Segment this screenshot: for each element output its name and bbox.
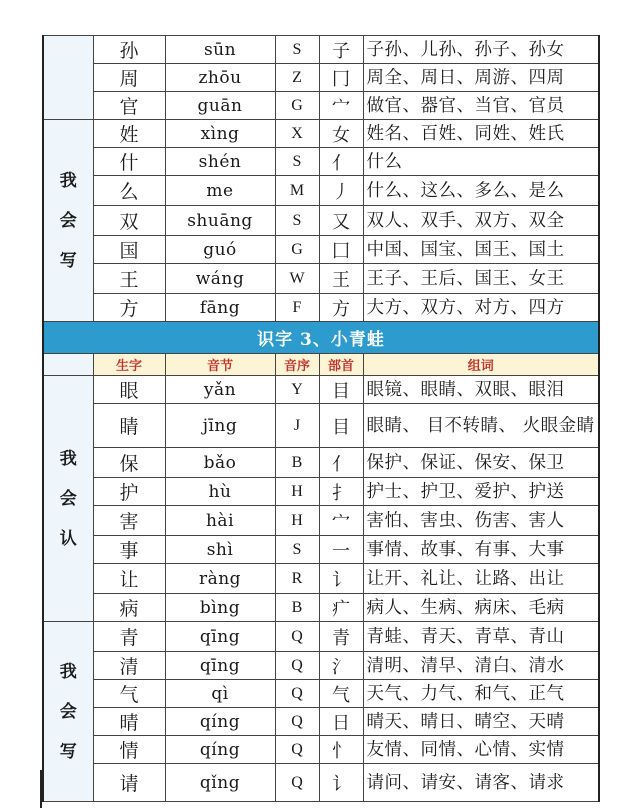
table-row — [43, 92, 599, 120]
char-cell: 护 — [93, 478, 165, 506]
word-group-cell: 双人、双手、双方、双全 — [363, 206, 599, 236]
radical-cell: 囗 — [319, 236, 363, 264]
table-row — [43, 176, 599, 206]
word-group-cell: 让开、礼让、让路、出让 — [363, 564, 599, 594]
sequence-letter-cell: Q — [275, 622, 319, 652]
table-row — [43, 148, 599, 176]
radical-cell: 又 — [319, 206, 363, 236]
header-radical: 部首 — [319, 354, 363, 376]
word-group-cell: 清明、清早、清白、清水 — [363, 652, 599, 680]
section-label-char: 我 — [59, 661, 77, 682]
pinyin-cell: hài — [165, 506, 275, 536]
lesson-title: 识字 3、小青蛙 — [43, 322, 599, 354]
pinyin-cell: guān — [165, 92, 275, 120]
table-row — [43, 36, 599, 64]
word-group-cell: 周全、周日、周游、四周 — [363, 64, 599, 92]
vocabulary-table — [42, 35, 600, 802]
char-cell: 方 — [93, 294, 165, 322]
char-cell: 让 — [93, 564, 165, 594]
pinyin-cell: bìng — [165, 594, 275, 622]
sequence-letter-cell: H — [275, 478, 319, 506]
radical-cell: 丿 — [319, 176, 363, 206]
pinyin-cell: shén — [165, 148, 275, 176]
section-label-char: 会 — [59, 701, 77, 722]
sequence-letter-cell: Z — [275, 64, 319, 92]
table-row — [43, 736, 599, 764]
sequence-letter-cell: S — [275, 536, 319, 564]
word-group-cell: 什么 — [363, 148, 599, 176]
sequence-letter-cell: W — [275, 264, 319, 294]
sequence-letter-cell: Q — [275, 736, 319, 764]
table-row — [43, 294, 599, 322]
header-pinyin: 音节 — [165, 354, 275, 376]
section-label — [43, 36, 93, 120]
radical-cell: 一 — [319, 536, 363, 564]
pinyin-cell: yǎn — [165, 376, 275, 404]
table-row — [43, 448, 599, 478]
sequence-letter-cell: G — [275, 92, 319, 120]
char-cell: 害 — [93, 506, 165, 536]
word-group-cell: 天气、力气、和气、正气 — [363, 680, 599, 708]
word-group-cell: 友情、同情、心情、实情 — [363, 736, 599, 764]
char-cell: 清 — [93, 652, 165, 680]
table-row — [43, 594, 599, 622]
pinyin-cell: ràng — [165, 564, 275, 594]
pinyin-cell: qì — [165, 680, 275, 708]
sequence-letter-cell: Y — [275, 376, 319, 404]
pinyin-cell: bǎo — [165, 448, 275, 478]
header-sequence: 音序 — [275, 354, 319, 376]
table-row — [43, 708, 599, 736]
table-row — [43, 506, 599, 536]
radical-cell: 王 — [319, 264, 363, 294]
word-group-cell: 病人、生病、病床、毛病 — [363, 594, 599, 622]
header-blank-cell — [43, 354, 93, 376]
table-row — [43, 478, 599, 506]
char-cell: 气 — [93, 680, 165, 708]
radical-cell: 讠 — [319, 564, 363, 594]
word-group-cell: 子孙、儿孙、孙子、孙女 — [363, 36, 599, 64]
section-label-stack — [44, 439, 93, 559]
word-group-cell: 护士、护卫、爱护、护送 — [363, 478, 599, 506]
vocabulary-table-body — [43, 36, 599, 802]
word-group-cell: 王子、王后、国王、女王 — [363, 264, 599, 294]
sequence-letter-cell: S — [275, 36, 319, 64]
section-label-char: 我 — [59, 448, 77, 469]
sequence-letter-cell: Q — [275, 764, 319, 802]
radical-cell: 方 — [319, 294, 363, 322]
pinyin-cell: shuāng — [165, 206, 275, 236]
radical-cell: 氵 — [319, 652, 363, 680]
word-group-cell: 事情、故事、有事、大事 — [363, 536, 599, 564]
char-cell: 晴 — [93, 708, 165, 736]
radical-cell: 子 — [319, 36, 363, 64]
pinyin-cell: qīng — [165, 622, 275, 652]
table-row — [43, 404, 599, 448]
pinyin-cell: shì — [165, 536, 275, 564]
char-cell: 事 — [93, 536, 165, 564]
sequence-letter-cell: B — [275, 594, 319, 622]
sequence-letter-cell: R — [275, 564, 319, 594]
table-row — [43, 236, 599, 264]
radical-cell: 女 — [319, 120, 363, 148]
pinyin-cell: hù — [165, 478, 275, 506]
header-words: 组词 — [363, 354, 599, 376]
char-cell: 官 — [93, 92, 165, 120]
pinyin-cell: jīng — [165, 404, 275, 448]
table-left-border-fragment — [40, 770, 42, 808]
radical-cell: 扌 — [319, 478, 363, 506]
table-row — [43, 376, 599, 404]
sequence-letter-cell: J — [275, 404, 319, 448]
table-row — [43, 622, 599, 652]
sequence-letter-cell: F — [275, 294, 319, 322]
char-cell: 国 — [93, 236, 165, 264]
sequence-letter-cell: G — [275, 236, 319, 264]
char-cell: 病 — [93, 594, 165, 622]
table-row — [43, 680, 599, 708]
radical-cell: 气 — [319, 680, 363, 708]
pinyin-cell: xìng — [165, 120, 275, 148]
section-label — [43, 622, 93, 802]
char-cell: 青 — [93, 622, 165, 652]
section-label-char: 写 — [59, 250, 77, 271]
word-group-cell: 请问、请安、请客、请求 — [363, 764, 599, 802]
sequence-letter-cell: X — [275, 120, 319, 148]
pinyin-cell: me — [165, 176, 275, 206]
word-group-cell: 做官、器官、当官、官员 — [363, 92, 599, 120]
word-group-cell: 害怕、害虫、伤害、害人 — [363, 506, 599, 536]
char-cell: 睛 — [93, 404, 165, 448]
header-char: 生字 — [93, 354, 165, 376]
char-cell: 情 — [93, 736, 165, 764]
section-label-char: 写 — [59, 741, 77, 762]
word-group-cell: 什么、这么、多么、是么 — [363, 176, 599, 206]
section-label-stack — [44, 652, 93, 772]
section-label-char: 认 — [59, 528, 77, 549]
table-row — [43, 264, 599, 294]
radical-cell: 冂 — [319, 64, 363, 92]
pinyin-cell: qīng — [165, 652, 275, 680]
radical-cell: 宀 — [319, 506, 363, 536]
pinyin-cell: fāng — [165, 294, 275, 322]
radical-cell: 日 — [319, 708, 363, 736]
sequence-letter-cell: S — [275, 206, 319, 236]
table-row — [43, 536, 599, 564]
pinyin-cell: qíng — [165, 736, 275, 764]
radical-cell: 亻 — [319, 148, 363, 176]
sequence-letter-cell: M — [275, 176, 319, 206]
word-group-cell: 眼镜、眼睛、双眼、眼泪 — [363, 376, 599, 404]
char-cell: 请 — [93, 764, 165, 802]
table-row — [43, 652, 599, 680]
char-cell: 眼 — [93, 376, 165, 404]
section-label — [43, 120, 93, 322]
char-cell: 保 — [93, 448, 165, 478]
char-cell: 孙 — [93, 36, 165, 64]
word-group-cell: 姓名、百姓、同姓、姓氏 — [363, 120, 599, 148]
word-group-cell: 青蛙、青天、青草、青山 — [363, 622, 599, 652]
char-cell: 姓 — [93, 120, 165, 148]
pinyin-cell: zhōu — [165, 64, 275, 92]
char-cell: 王 — [93, 264, 165, 294]
pinyin-cell: guó — [165, 236, 275, 264]
pinyin-cell: wáng — [165, 264, 275, 294]
char-cell: 什 — [93, 148, 165, 176]
table-row — [43, 120, 599, 148]
sequence-letter-cell: Q — [275, 680, 319, 708]
table-row — [43, 764, 599, 802]
table-row — [43, 206, 599, 236]
radical-cell: 目 — [319, 376, 363, 404]
radical-cell: 宀 — [319, 92, 363, 120]
table-row — [43, 64, 599, 92]
pinyin-cell: qíng — [165, 708, 275, 736]
radical-cell: 疒 — [319, 594, 363, 622]
section-label-char: 会 — [59, 488, 77, 509]
section-label-stack — [44, 161, 93, 281]
sequence-letter-cell: H — [275, 506, 319, 536]
radical-cell: 讠 — [319, 764, 363, 802]
sequence-letter-cell: Q — [275, 708, 319, 736]
sequence-letter-cell: B — [275, 448, 319, 478]
column-header-row — [43, 354, 599, 376]
section-label — [43, 376, 93, 622]
word-group-cell: 中国、国宝、国王、国土 — [363, 236, 599, 264]
table-row — [43, 564, 599, 594]
radical-cell: 青 — [319, 622, 363, 652]
sequence-letter-cell: S — [275, 148, 319, 176]
lesson-banner-row — [43, 322, 599, 354]
section-label-char: 我 — [59, 170, 77, 191]
word-group-cell: 保护、保证、保安、保卫 — [363, 448, 599, 478]
radical-cell: 忄 — [319, 736, 363, 764]
radical-cell: 亻 — [319, 448, 363, 478]
word-group-cell: 晴天、晴日、晴空、天晴 — [363, 708, 599, 736]
pinyin-cell: sūn — [165, 36, 275, 64]
char-cell: 么 — [93, 176, 165, 206]
sequence-letter-cell: Q — [275, 652, 319, 680]
radical-cell: 目 — [319, 404, 363, 448]
char-cell: 周 — [93, 64, 165, 92]
section-label-char: 会 — [59, 210, 77, 231]
word-group-cell: 大方、双方、对方、四方 — [363, 294, 599, 322]
char-cell: 双 — [93, 206, 165, 236]
word-group-cell: 眼睛、 目不转睛、 火眼金睛 — [363, 404, 599, 448]
pinyin-cell: qǐng — [165, 764, 275, 802]
